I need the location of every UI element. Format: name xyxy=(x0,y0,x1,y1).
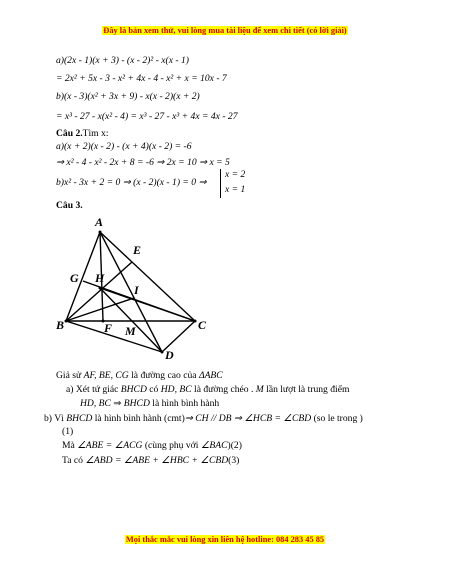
expression-b-result: = x³ - 27 - x(x² - 4) = x³ - 27 - x³ + 4x = 4x - 27 xyxy=(56,111,238,122)
equation-number-1: (1) xyxy=(62,426,74,437)
ma-line: Mà ∠ABE = ∠ACG (cùng phụ với ∠BAC)(2) xyxy=(62,440,242,451)
cau2-title: Câu 2. xyxy=(56,128,83,139)
hotline-footer: Mọi thắc mắc vui lòng xin liên hệ hotline: 084 283 45 85 xyxy=(125,535,325,544)
side-ac xyxy=(100,232,195,321)
cau3-title: Câu 3. xyxy=(56,200,83,211)
part-b-line: b) Vì BHCD là hình bình hành (cmt)⇒ CH // DB ⇒ ∠HCB = ∠CBD (so le trong ) xyxy=(44,413,363,424)
preview-notice: Đây là bản xem thử, vui lòng mua tài liệu để xem chi tiết (có lời giải) xyxy=(103,26,347,35)
label-h: H xyxy=(95,271,105,285)
label-i: I xyxy=(134,283,139,297)
label-g: G xyxy=(70,271,79,285)
label-a: A xyxy=(95,215,104,229)
label-d: D xyxy=(165,348,174,362)
expression-a: a)(2x - 1)(x + 3) - (x - 2)² - x(x - 1) xyxy=(56,55,189,66)
part-a-line-1: a) Xét tứ giác BHCD có HD, BC là đường chéo . M lần lượt là trung điểm xyxy=(66,384,350,395)
taco-line: Ta có ∠ABD = ∠ABE + ∠HBC + ∠CBD(3) xyxy=(62,455,240,466)
cau2-case-2: x = 1 xyxy=(225,184,246,195)
segment-bi xyxy=(66,298,134,321)
label-e: E xyxy=(133,243,142,257)
label-m: M xyxy=(125,324,136,338)
expression-b: b)(x - 3)(x² + 3x + 9) - x(x - 2)(x + 2) xyxy=(56,91,200,102)
part-a-line-2: HD, BC ⇒ BHCD là hình bình hành xyxy=(80,398,220,409)
assumption-line: Giả sử AF, BE, CG là đường cao của ΔABC xyxy=(56,370,223,381)
label-c: C xyxy=(198,318,207,332)
cau2-case-1: x = 2 xyxy=(225,169,246,180)
cau2-equation-a: a)(x + 2)(x - 2) - (x + 4)(x - 2) = -6 xyxy=(56,141,192,152)
label-b: B xyxy=(56,318,65,332)
cau2-equation-b: b)x² - 3x + 2 = 0 ⇒ (x - 2)(x - 1) = 0 ⇒ xyxy=(56,177,207,188)
cau2-prompt: Tìm x: xyxy=(82,128,109,139)
cau2-equation-a-result: ⇒ x² - 4 - x² - 2x + 8 = -6 ⇒ 2x = 10 ⇒ x = 5 xyxy=(56,157,230,168)
label-f: F xyxy=(104,321,113,335)
expression-a-result: = 2x² + 5x - 3 - x² + 4x - 4 - x² + x = 10x - 7 xyxy=(56,73,227,84)
